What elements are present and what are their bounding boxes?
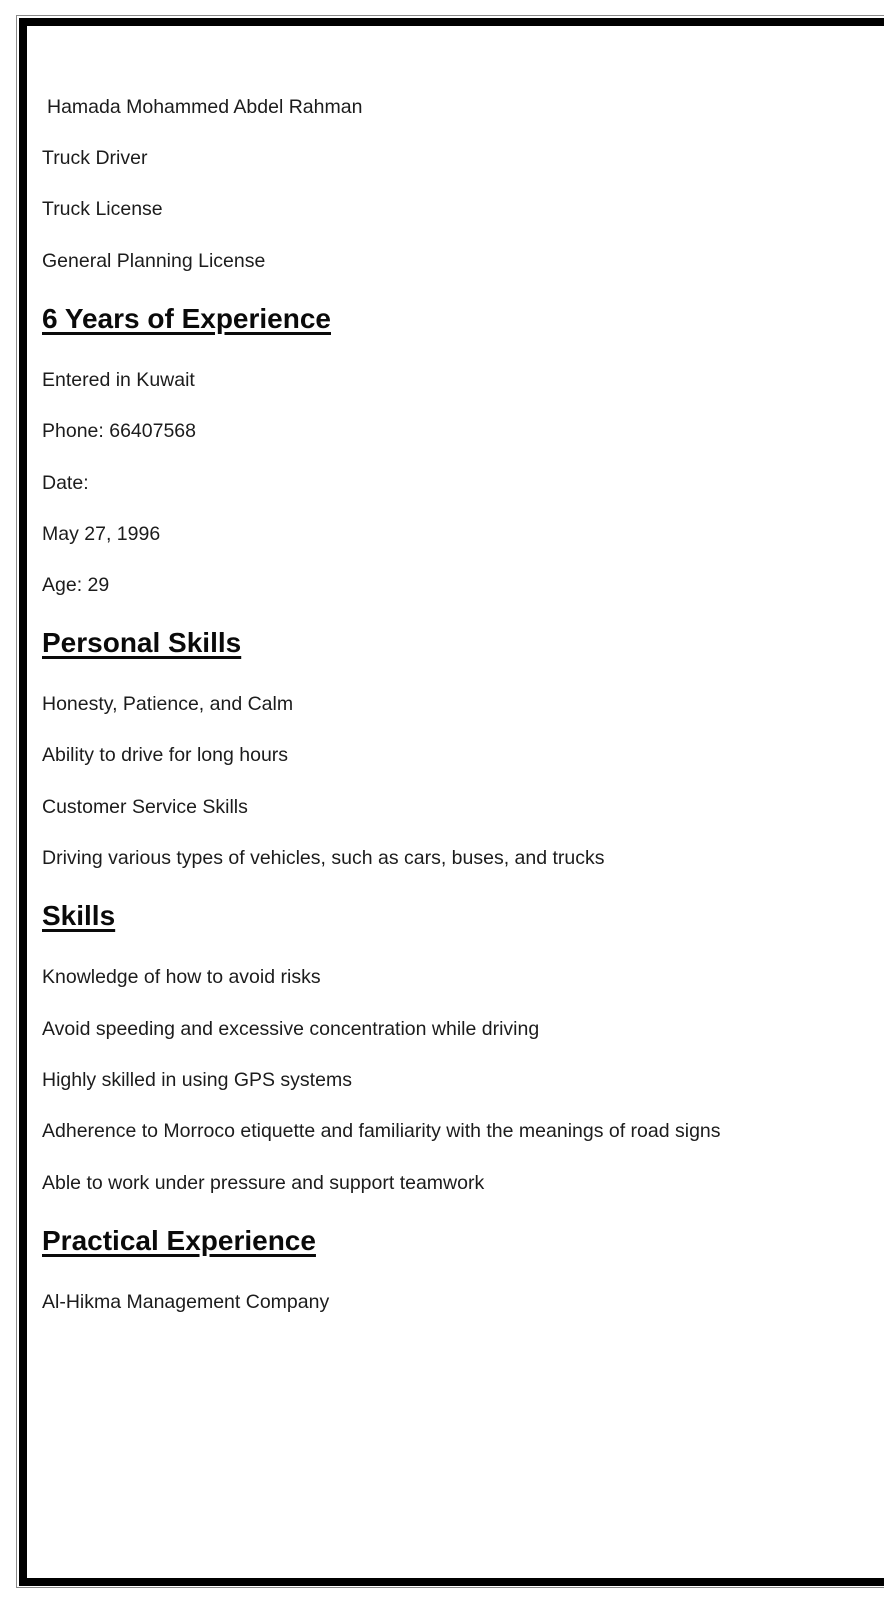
- skill-item: Adherence to Morroco etiquette and familiarity with the meanings of road signs: [42, 1120, 721, 1142]
- experience-item: Entered in Kuwait: [42, 369, 195, 391]
- experience-heading: 6 Years of Experience: [42, 303, 331, 334]
- applicant-name: Hamada Mohammed Abdel Rahman: [47, 96, 363, 118]
- skill-item: Able to work under pressure and support teamwork: [42, 1172, 485, 1194]
- skill-item: Avoid speeding and excessive concentration while driving: [42, 1018, 540, 1040]
- company-item: Al-Hikma Management Company: [42, 1291, 330, 1313]
- license-item: Truck License: [42, 198, 163, 220]
- personal-skills-heading: Personal Skills: [42, 627, 242, 658]
- skill-item: Knowledge of how to avoid risks: [42, 966, 321, 988]
- phone-item: Phone: 66407568: [42, 420, 196, 442]
- age-item: Age: 29: [42, 574, 110, 596]
- personal-skill-item: Ability to drive for long hours: [42, 744, 289, 766]
- birth-date: May 27, 1996: [42, 523, 161, 545]
- skills-heading: Skills: [42, 900, 116, 931]
- date-label: Date:: [42, 472, 89, 494]
- skill-item: Highly skilled in using GPS systems: [42, 1069, 352, 1091]
- job-title: Truck Driver: [42, 147, 148, 169]
- personal-skill-item: Driving various types of vehicles, such as cars, buses, and trucks: [42, 847, 605, 869]
- personal-skill-item: Customer Service Skills: [42, 796, 248, 818]
- personal-skill-item: Honesty, Patience, and Calm: [42, 693, 294, 715]
- practical-experience-heading: Practical Experience: [42, 1225, 316, 1256]
- license-item: General Planning License: [42, 250, 266, 272]
